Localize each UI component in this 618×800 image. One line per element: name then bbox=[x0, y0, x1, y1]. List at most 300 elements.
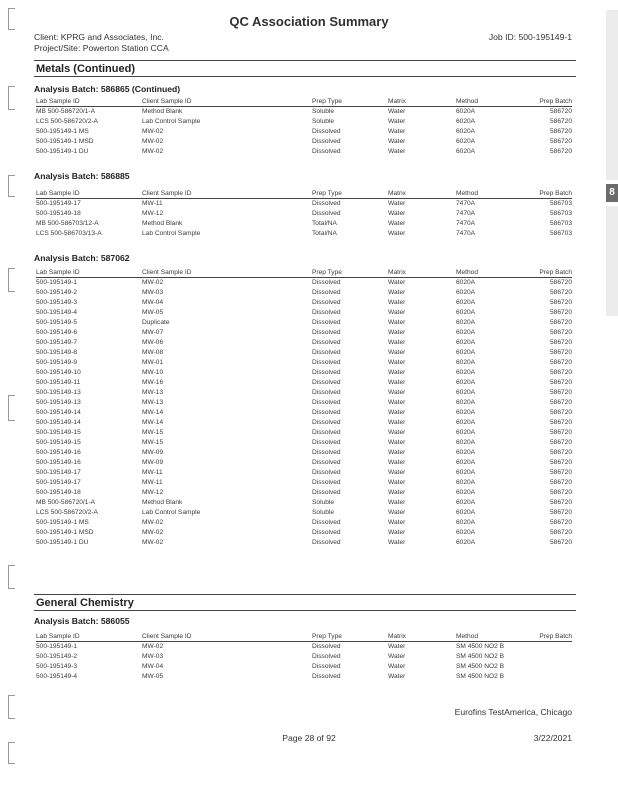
table-row bbox=[36, 408, 572, 418]
col-method-cell: 6020A bbox=[456, 419, 476, 426]
col-method-cell: SM 4500 NO2 B bbox=[456, 653, 505, 660]
col-method-cell: 6020A bbox=[456, 108, 476, 115]
col-client-sample-id-header: Client Sample ID bbox=[142, 268, 312, 278]
col-matrix-cell: Water bbox=[388, 210, 406, 217]
col-prep-batch-cell bbox=[516, 652, 572, 662]
batch-title: Analysis Batch: 587062 bbox=[34, 253, 130, 263]
col-lab-sample-id-header: Lab Sample ID bbox=[36, 97, 142, 107]
col-matrix-cell: Water bbox=[388, 459, 406, 466]
table-row bbox=[36, 358, 572, 368]
binder-mark bbox=[8, 742, 15, 764]
section-title-general-chemistry: General Chemistry bbox=[34, 594, 576, 611]
table-header-row bbox=[36, 632, 572, 642]
col-method-cell: 6020A bbox=[456, 379, 476, 386]
col-lab-sample-id-cell: 500-195149-18 bbox=[36, 210, 81, 217]
col-method-cell: 6020A bbox=[456, 279, 476, 286]
col-lab-sample-id-cell: 500-195149-3 bbox=[36, 663, 78, 670]
col-method-cell: 6020A bbox=[456, 329, 476, 336]
col-prep-type-cell: Dissolved bbox=[312, 379, 341, 386]
col-matrix-cell: Water bbox=[388, 449, 406, 456]
col-prep-type-cell: Soluble bbox=[312, 108, 334, 115]
col-lab-sample-id-cell: 500-195149-9 bbox=[36, 359, 78, 366]
col-matrix-cell: Water bbox=[388, 299, 406, 306]
table-row bbox=[36, 652, 572, 662]
col-method-header: Method bbox=[456, 97, 516, 107]
col-client-sample-id-cell: MW-05 bbox=[142, 309, 164, 316]
col-prep-type-cell: Total/NA bbox=[312, 230, 337, 237]
col-prep-batch-cell: 586720 bbox=[549, 419, 572, 426]
col-lab-sample-id-cell: 500-195149-14 bbox=[36, 409, 81, 416]
col-lab-sample-id-cell: 500-195149-1 MSD bbox=[36, 529, 94, 536]
col-client-sample-id-header: Client Sample ID bbox=[142, 97, 312, 107]
table-row bbox=[36, 199, 572, 210]
col-matrix-cell: Water bbox=[388, 663, 406, 670]
col-prep-batch-cell: 586720 bbox=[549, 469, 572, 476]
footer-lab-name: Eurofins TestAmerica, Chicago bbox=[454, 707, 572, 717]
col-lab-sample-id-cell: LCS 500-586703/13-A bbox=[36, 230, 102, 237]
col-prep-type-cell: Dissolved bbox=[312, 359, 341, 366]
col-prep-batch-cell: 586720 bbox=[549, 289, 572, 296]
col-prep-batch-cell: 586720 bbox=[549, 138, 572, 145]
col-prep-type-cell: Dissolved bbox=[312, 138, 341, 145]
col-matrix-cell: Water bbox=[388, 439, 406, 446]
table-row bbox=[36, 498, 572, 508]
col-prep-batch-cell: 586720 bbox=[549, 369, 572, 376]
col-lab-sample-id-cell: 500-195149-1 bbox=[36, 279, 78, 286]
col-method-cell: SM 4500 NO2 B bbox=[456, 673, 505, 680]
col-prep-batch-cell: 586720 bbox=[549, 389, 572, 396]
section-tab-strip bbox=[606, 206, 618, 316]
col-method-cell: 6020A bbox=[456, 499, 476, 506]
col-matrix-cell: Water bbox=[388, 289, 406, 296]
col-client-sample-id-cell: MW-09 bbox=[142, 459, 164, 466]
col-prep-type-cell: Dissolved bbox=[312, 200, 341, 207]
table-row bbox=[36, 468, 572, 478]
col-lab-sample-id-cell: 500-195149-16 bbox=[36, 459, 81, 466]
col-client-sample-id-cell: MW-13 bbox=[142, 399, 164, 406]
col-matrix-cell: Water bbox=[388, 369, 406, 376]
col-prep-batch-cell: 586720 bbox=[549, 439, 572, 446]
col-client-sample-id-cell: MW-02 bbox=[142, 279, 164, 286]
col-prep-batch-cell: 586703 bbox=[549, 210, 572, 217]
col-matrix-cell: Water bbox=[388, 509, 406, 516]
col-prep-type-cell: Dissolved bbox=[312, 349, 341, 356]
col-prep-batch-cell: 586720 bbox=[549, 479, 572, 486]
col-prep-type-cell: Soluble bbox=[312, 499, 334, 506]
col-method-cell: 7470A bbox=[456, 230, 476, 237]
col-prep-type-cell: Dissolved bbox=[312, 210, 341, 217]
col-method-cell: 7470A bbox=[456, 200, 476, 207]
col-prep-type-cell: Dissolved bbox=[312, 429, 341, 436]
col-prep-type-cell: Dissolved bbox=[312, 469, 341, 476]
col-method-cell: 6020A bbox=[456, 529, 476, 536]
col-prep-type-cell: Dissolved bbox=[312, 643, 341, 650]
col-client-sample-id-cell: MW-02 bbox=[142, 519, 164, 526]
table-row bbox=[36, 338, 572, 348]
col-method-cell: 6020A bbox=[456, 489, 476, 496]
col-lab-sample-id-cell: 500-195149-15 bbox=[36, 429, 81, 436]
table-row bbox=[36, 428, 572, 438]
col-client-sample-id-cell: MW-11 bbox=[142, 469, 163, 476]
col-lab-sample-id-cell: MB 500-586720/1-A bbox=[36, 108, 96, 115]
col-prep-type-cell: Soluble bbox=[312, 509, 334, 516]
binder-mark bbox=[8, 565, 15, 589]
col-matrix-cell: Water bbox=[388, 389, 406, 396]
col-lab-sample-id-cell: 500-195149-1 MSD bbox=[36, 138, 94, 145]
col-matrix-cell: Water bbox=[388, 200, 406, 207]
col-prep-batch-cell: 586703 bbox=[549, 220, 572, 227]
col-method-cell: SM 4500 NO2 B bbox=[456, 663, 505, 670]
col-prep-type-cell: Dissolved bbox=[312, 529, 341, 536]
col-prep-type-cell: Dissolved bbox=[312, 279, 341, 286]
col-lab-sample-id-cell: 500-195149-5 bbox=[36, 319, 78, 326]
binder-mark bbox=[8, 268, 15, 292]
qc-table bbox=[36, 632, 572, 682]
col-prep-type-cell: Dissolved bbox=[312, 539, 341, 546]
page-title: QC Association Summary bbox=[229, 14, 389, 29]
table-row bbox=[36, 278, 572, 289]
col-method-cell: 6020A bbox=[456, 369, 476, 376]
col-client-sample-id-cell: MW-02 bbox=[142, 539, 164, 546]
col-lab-sample-id-header: Lab Sample ID bbox=[36, 632, 142, 642]
col-lab-sample-id-cell: 500-195149-10 bbox=[36, 369, 81, 376]
col-client-sample-id-cell: Duplicate bbox=[142, 319, 170, 326]
col-prep-type-cell: Total/NA bbox=[312, 220, 337, 227]
col-matrix-cell: Water bbox=[388, 138, 406, 145]
project-site: Project/Site: Powerton Station CCA bbox=[34, 43, 169, 53]
table-row bbox=[36, 209, 572, 219]
col-client-sample-id-cell: MW-15 bbox=[142, 429, 164, 436]
col-matrix-cell: Water bbox=[388, 128, 406, 135]
table-row bbox=[36, 107, 572, 118]
col-prep-type-cell: Dissolved bbox=[312, 389, 341, 396]
table-row bbox=[36, 318, 572, 328]
col-prep-type-cell: Dissolved bbox=[312, 519, 341, 526]
col-matrix-cell: Water bbox=[388, 643, 406, 650]
footer-page-number: Page 28 of 92 bbox=[282, 733, 336, 743]
section-tab-active: 8 bbox=[606, 184, 618, 202]
col-matrix-cell: Water bbox=[388, 230, 406, 237]
col-matrix-cell: Water bbox=[388, 469, 406, 476]
col-client-sample-id-header: Client Sample ID bbox=[142, 632, 312, 642]
col-prep-batch-cell: 586720 bbox=[549, 319, 572, 326]
col-client-sample-id-cell: Lab Control Sample bbox=[142, 118, 201, 125]
col-matrix-cell: Water bbox=[388, 339, 406, 346]
col-client-sample-id-cell: MW-02 bbox=[142, 128, 164, 135]
col-client-sample-id-cell: MW-12 bbox=[142, 489, 164, 496]
col-method-cell: 6020A bbox=[456, 479, 476, 486]
col-lab-sample-id-cell: 500-195149-13 bbox=[36, 399, 81, 406]
col-matrix-cell: Water bbox=[388, 329, 406, 336]
col-lab-sample-id-cell: MB 500-586703/12-A bbox=[36, 220, 99, 227]
col-matrix-header: Matrix bbox=[388, 97, 456, 107]
col-matrix-cell: Water bbox=[388, 319, 406, 326]
col-method-cell: 6020A bbox=[456, 509, 476, 516]
binder-mark bbox=[8, 86, 15, 110]
col-client-sample-id-cell: MW-05 bbox=[142, 673, 164, 680]
col-method-header: Method bbox=[456, 632, 516, 642]
table-row bbox=[36, 672, 572, 682]
table-row bbox=[36, 348, 572, 358]
col-lab-sample-id-cell: 500-195149-1 bbox=[36, 643, 78, 650]
col-prep-batch-cell: 586720 bbox=[549, 329, 572, 336]
footer-date: 3/22/2021 bbox=[533, 733, 572, 743]
col-prep-batch-cell: 586720 bbox=[549, 309, 572, 316]
col-prep-type-cell: Dissolved bbox=[312, 479, 341, 486]
col-prep-type-cell: Dissolved bbox=[312, 653, 341, 660]
col-lab-sample-id-cell: 500-195149-14 bbox=[36, 419, 81, 426]
col-lab-sample-id-cell: 500-195149-16 bbox=[36, 449, 81, 456]
table-row bbox=[36, 488, 572, 498]
binder-mark bbox=[8, 175, 15, 197]
col-prep-batch-header: Prep Batch bbox=[516, 97, 572, 107]
col-matrix-cell: Water bbox=[388, 220, 406, 227]
col-prep-batch-header: Prep Batch bbox=[516, 189, 572, 199]
col-matrix-cell: Water bbox=[388, 279, 406, 286]
col-prep-type-cell: Dissolved bbox=[312, 299, 341, 306]
col-lab-sample-id-cell: 500-195149-2 bbox=[36, 289, 78, 296]
col-matrix-cell: Water bbox=[388, 653, 406, 660]
col-matrix-cell: Water bbox=[388, 399, 406, 406]
col-method-cell: 7470A bbox=[456, 210, 476, 217]
col-lab-sample-id-cell: 500-195149-8 bbox=[36, 349, 78, 356]
col-client-sample-id-cell: MW-11 bbox=[142, 200, 163, 207]
col-matrix-cell: Water bbox=[388, 489, 406, 496]
col-prep-batch-cell bbox=[516, 662, 572, 672]
table-row bbox=[36, 458, 572, 468]
col-lab-sample-id-cell: 500-195149-17 bbox=[36, 469, 81, 476]
col-lab-sample-id-cell: LCS 500-586720/2-A bbox=[36, 509, 98, 516]
section-tab-strip bbox=[606, 10, 618, 180]
col-method-cell: 6020A bbox=[456, 469, 476, 476]
col-lab-sample-id-cell: 500-195149-1 DU bbox=[36, 539, 89, 546]
col-matrix-cell: Water bbox=[388, 349, 406, 356]
col-client-sample-id-cell: MW-14 bbox=[142, 419, 164, 426]
col-matrix-cell: Water bbox=[388, 409, 406, 416]
client-name: Client: KPRG and Associates, Inc. bbox=[34, 32, 164, 42]
col-prep-type-cell: Dissolved bbox=[312, 339, 341, 346]
col-prep-batch-header: Prep Batch bbox=[516, 268, 572, 278]
col-client-sample-id-cell: Lab Control Sample bbox=[142, 230, 201, 237]
col-prep-batch-cell: 586720 bbox=[549, 108, 572, 115]
col-prep-type-header: Prep Type bbox=[312, 632, 388, 642]
table-row bbox=[36, 117, 572, 127]
col-prep-batch-header: Prep Batch bbox=[516, 632, 572, 642]
col-prep-batch-cell: 586703 bbox=[549, 230, 572, 237]
col-client-sample-id-cell: MW-03 bbox=[142, 653, 164, 660]
col-client-sample-id-cell: Method Blank bbox=[142, 108, 183, 115]
col-prep-batch-cell: 586720 bbox=[549, 279, 572, 286]
col-prep-batch-cell: 586720 bbox=[549, 519, 572, 526]
col-matrix-cell: Water bbox=[388, 379, 406, 386]
col-lab-sample-id-cell: 500-195149-18 bbox=[36, 489, 81, 496]
col-client-sample-id-cell: MW-01 bbox=[142, 359, 164, 366]
col-lab-sample-id-cell: 500-195149-4 bbox=[36, 309, 78, 316]
col-prep-type-cell: Dissolved bbox=[312, 409, 341, 416]
col-prep-batch-cell: 586720 bbox=[549, 459, 572, 466]
col-lab-sample-id-cell: 500-195149-15 bbox=[36, 439, 81, 446]
col-method-cell: 6020A bbox=[456, 389, 476, 396]
col-prep-batch-cell: 586720 bbox=[549, 529, 572, 536]
table-row bbox=[36, 229, 572, 239]
table-row bbox=[36, 398, 572, 408]
col-matrix-cell: Water bbox=[388, 429, 406, 436]
col-method-cell: 6020A bbox=[456, 148, 476, 155]
col-method-cell: 6020A bbox=[456, 118, 476, 125]
table-header-row bbox=[36, 97, 572, 107]
table-row bbox=[36, 368, 572, 378]
col-lab-sample-id-cell: 500-195149-17 bbox=[36, 479, 81, 486]
table-row bbox=[36, 538, 572, 548]
col-prep-type-cell: Dissolved bbox=[312, 449, 341, 456]
col-method-cell: 6020A bbox=[456, 519, 476, 526]
batch-title: Analysis Batch: 586885 bbox=[34, 171, 130, 181]
col-matrix-cell: Water bbox=[388, 519, 406, 526]
col-prep-batch-cell: 586720 bbox=[549, 489, 572, 496]
section-title-metals: Metals (Continued) bbox=[34, 60, 576, 77]
table-row bbox=[36, 662, 572, 672]
col-prep-batch-cell: 586720 bbox=[549, 349, 572, 356]
table-row bbox=[36, 378, 572, 388]
col-client-sample-id-cell: MW-11 bbox=[142, 479, 163, 486]
col-lab-sample-id-cell: LCS 500-586720/2-A bbox=[36, 118, 98, 125]
batch-title: Analysis Batch: 586055 bbox=[34, 616, 130, 626]
col-prep-type-cell: Soluble bbox=[312, 118, 334, 125]
col-lab-sample-id-cell: 500-195149-2 bbox=[36, 653, 78, 660]
col-prep-type-cell: Dissolved bbox=[312, 663, 341, 670]
col-method-cell: 6020A bbox=[456, 289, 476, 296]
col-lab-sample-id-cell: MB 500-586720/1-A bbox=[36, 499, 96, 506]
col-client-sample-id-cell: MW-03 bbox=[142, 289, 164, 296]
col-method-cell: 6020A bbox=[456, 319, 476, 326]
col-matrix-header: Matrix bbox=[388, 632, 456, 642]
table-row bbox=[36, 219, 572, 229]
table-row bbox=[36, 288, 572, 298]
col-method-cell: SM 4500 NO2 B bbox=[456, 643, 505, 650]
col-method-cell: 6020A bbox=[456, 459, 476, 466]
col-method-cell: 6020A bbox=[456, 349, 476, 356]
col-client-sample-id-cell: MW-15 bbox=[142, 439, 164, 446]
col-matrix-cell: Water bbox=[388, 529, 406, 536]
col-lab-sample-id-cell: 500-195149-1 DU bbox=[36, 148, 89, 155]
col-method-cell: 6020A bbox=[456, 138, 476, 145]
col-client-sample-id-header: Client Sample ID bbox=[142, 189, 312, 199]
col-prep-batch-cell: 586720 bbox=[549, 339, 572, 346]
col-client-sample-id-cell: MW-02 bbox=[142, 529, 164, 536]
table-row bbox=[36, 328, 572, 338]
col-prep-type-header: Prep Type bbox=[312, 189, 388, 199]
col-prep-type-cell: Dissolved bbox=[312, 329, 341, 336]
col-method-cell: 6020A bbox=[456, 409, 476, 416]
col-prep-batch-cell: 586720 bbox=[549, 429, 572, 436]
col-method-cell: 6020A bbox=[456, 128, 476, 135]
col-matrix-cell: Water bbox=[388, 309, 406, 316]
col-method-cell: 6020A bbox=[456, 539, 476, 546]
table-header-row bbox=[36, 268, 572, 278]
col-matrix-cell: Water bbox=[388, 539, 406, 546]
qc-table bbox=[36, 97, 572, 157]
col-client-sample-id-cell: MW-14 bbox=[142, 409, 164, 416]
col-lab-sample-id-cell: 500-195149-6 bbox=[36, 329, 78, 336]
col-client-sample-id-cell: MW-04 bbox=[142, 663, 164, 670]
col-prep-type-cell: Dissolved bbox=[312, 419, 341, 426]
col-lab-sample-id-cell: 500-195149-1 MS bbox=[36, 519, 89, 526]
table-row bbox=[36, 508, 572, 518]
col-prep-batch-cell: 586720 bbox=[549, 359, 572, 366]
col-prep-type-header: Prep Type bbox=[312, 268, 388, 278]
col-method-cell: 6020A bbox=[456, 309, 476, 316]
col-prep-batch-cell: 586720 bbox=[549, 299, 572, 306]
job-id: Job ID: 500-195149-1 bbox=[488, 32, 572, 42]
qc-table bbox=[36, 268, 572, 548]
table-row bbox=[36, 308, 572, 318]
col-prep-batch-cell: 586720 bbox=[549, 499, 572, 506]
col-lab-sample-id-header: Lab Sample ID bbox=[36, 189, 142, 199]
col-lab-sample-id-cell: 500-195149-4 bbox=[36, 673, 78, 680]
col-client-sample-id-cell: MW-07 bbox=[142, 329, 164, 336]
col-prep-type-cell: Dissolved bbox=[312, 128, 341, 135]
col-method-cell: 6020A bbox=[456, 299, 476, 306]
binder-mark bbox=[8, 395, 15, 421]
col-method-cell: 6020A bbox=[456, 429, 476, 436]
col-matrix-cell: Water bbox=[388, 499, 406, 506]
col-prep-batch-cell: 586720 bbox=[549, 449, 572, 456]
col-prep-batch-cell: 586720 bbox=[549, 118, 572, 125]
col-prep-type-cell: Dissolved bbox=[312, 439, 341, 446]
col-method-cell: 7470A bbox=[456, 220, 476, 227]
col-prep-type-cell: Dissolved bbox=[312, 489, 341, 496]
col-lab-sample-id-cell: 500-195149-11 bbox=[36, 379, 81, 386]
table-row bbox=[36, 298, 572, 308]
col-matrix-cell: Water bbox=[388, 148, 406, 155]
table-row bbox=[36, 438, 572, 448]
table-row bbox=[36, 478, 572, 488]
col-client-sample-id-cell: MW-13 bbox=[142, 389, 164, 396]
table-row bbox=[36, 388, 572, 398]
col-prep-batch-cell: 586720 bbox=[549, 509, 572, 516]
col-matrix-cell: Water bbox=[388, 118, 406, 125]
batch-title: Analysis Batch: 586865 (Continued) bbox=[34, 84, 181, 94]
col-client-sample-id-cell: Lab Control Sample bbox=[142, 509, 201, 516]
col-client-sample-id-cell: MW-04 bbox=[142, 299, 164, 306]
col-prep-type-cell: Dissolved bbox=[312, 673, 341, 680]
table-row bbox=[36, 528, 572, 538]
table-header-row bbox=[36, 189, 572, 199]
col-prep-type-cell: Dissolved bbox=[312, 309, 341, 316]
col-lab-sample-id-cell: 500-195149-7 bbox=[36, 339, 78, 346]
col-client-sample-id-cell: MW-02 bbox=[142, 148, 164, 155]
col-client-sample-id-cell: MW-02 bbox=[142, 138, 164, 145]
col-client-sample-id-cell: MW-10 bbox=[142, 369, 164, 376]
col-prep-type-cell: Dissolved bbox=[312, 148, 341, 155]
table-row bbox=[36, 137, 572, 147]
table-row bbox=[36, 147, 572, 157]
table-row bbox=[36, 127, 572, 137]
col-method-cell: 6020A bbox=[456, 359, 476, 366]
table-row bbox=[36, 418, 572, 428]
col-method-header: Method bbox=[456, 268, 516, 278]
col-prep-batch-cell: 586720 bbox=[549, 409, 572, 416]
col-matrix-cell: Water bbox=[388, 673, 406, 680]
col-client-sample-id-cell: MW-06 bbox=[142, 339, 164, 346]
col-prep-batch-cell: 586720 bbox=[549, 399, 572, 406]
col-matrix-cell: Water bbox=[388, 359, 406, 366]
col-method-cell: 6020A bbox=[456, 399, 476, 406]
table-row bbox=[36, 448, 572, 458]
col-client-sample-id-cell: Method Blank bbox=[142, 499, 183, 506]
col-client-sample-id-cell: MW-12 bbox=[142, 210, 164, 217]
binder-mark bbox=[8, 695, 15, 719]
